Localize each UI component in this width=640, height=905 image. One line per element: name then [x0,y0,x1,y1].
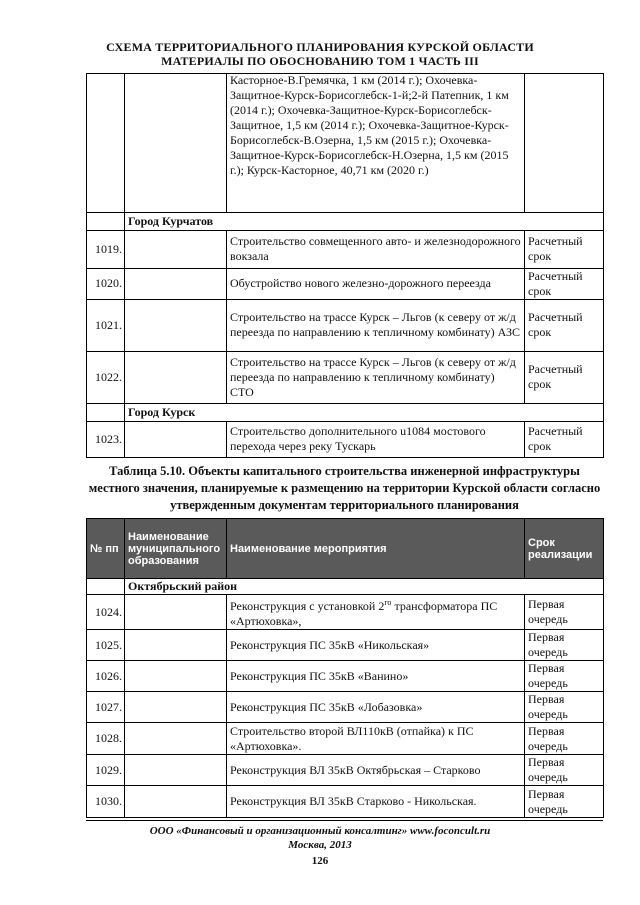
measure-cell: Строительство совмещенного авто- и железнодорожного вокзала [227,230,525,268]
col-header-municipality: Наименование муниципального образования [125,519,227,579]
row-number: 1022. [87,351,125,403]
section-title: Город Курск [125,403,604,421]
page-header [0,40,640,68]
row-number: 1025. [87,630,125,661]
page-footer [0,824,640,852]
row-number: 1021. [87,299,125,351]
term-cell: Расчетный срок [525,230,604,268]
measure-cell: Обустройство нового железно-дорожного переезда [227,268,525,299]
measure-cell: Строительство второй ВЛ110кВ (отпайка) к ПС «Артюховка». [227,723,525,755]
measure-cell: Касторное-В.Гремячка, 1 км (2014 г.); Охочевка-Защитное-Курск-Борисоглебск-1-й;2-й Патепник, 1 км (2014 г.); Охочевка-Защитное-Курск-Борисоглебск-Защитное, 1,5 км (2014 г.); Охочевка-Защитное-Курск-Борисоглебск-В.Озерна, 1,5 км (2015 г.); Охочевка-Защитное-Курск-Борисоглебск-Н.Озерна, 1,5 км (2015 г.); Курск-Касторное, 40,71 км (2020 г.) [227,73,525,212]
table-row [87,351,604,403]
section-row [87,212,604,230]
table-row [87,299,604,351]
footer-city-year: Москва, 2013 [288,839,352,851]
measure-cell: Реконструкция ПС 35кВ «Ванино» [227,661,525,692]
page-number: 126 [311,855,329,867]
measure-cell: Реконструкция ВЛ 35кВ Октябрьская – Старково [227,755,525,786]
infrastructure-table [86,518,604,818]
table-header-row [87,519,604,579]
col-header-number: № пп [87,519,125,579]
row-number: 1023. [87,421,125,457]
table-row [87,755,604,786]
table-row [87,268,604,299]
measure-cell: Строительство на трассе Курск – Льгов (к северу от ж/д переезда по направлению к тепличному комбинату) СТО [227,351,525,403]
table-row [87,692,604,723]
term-cell: Первая очередь [525,630,604,661]
footer-company: ООО «Финансовый и организационный консалтинг» www.foconcult.ru [149,825,491,837]
footer-rule [86,820,603,821]
measure-cell: Реконструкция ВЛ 35кВ Старково - Никольская. [227,786,525,818]
table-row [87,230,604,268]
row-number: 1027. [87,692,125,723]
table-row [87,630,604,661]
term-cell: Расчетный срок [525,421,604,457]
term-cell: Расчетный срок [525,351,604,403]
measure-cell: Строительство дополнительного u1084 мостового перехода через реку Тускарь [227,421,525,457]
term-cell: Расчетный срок [525,268,604,299]
section-row [87,579,604,595]
row-number: 1029. [87,755,125,786]
table-row [87,421,604,457]
row-number: 1020. [87,268,125,299]
section-row [87,403,604,421]
term-cell: Первая очередь [525,661,604,692]
measure-cell: Реконструкция ПС 35кВ «Никольская» [227,630,525,661]
row-number: 1024. [87,595,125,630]
table-row [87,595,604,630]
table-row [87,661,604,692]
measure-cell: Реконструкция с установкой $2^{го}$ трансформатора ПС «Артюховка», [227,595,525,630]
col-header-term: Срок реализации [525,519,604,579]
header-title: СХЕМА ТЕРРИТОРИАЛЬНОГО ПЛАНИРОВАНИЯ КУРСКОЙ ОБЛАСТИ [106,40,534,54]
projects-table-continued [86,73,604,458]
section-title: Октябрьский район [125,579,604,595]
table-row [87,723,604,755]
header-subtitle: МАТЕРИАЛЫ ПО ОБОСНОВАНИЮ ТОМ 1 ЧАСТЬ III [161,54,479,68]
term-cell: Первая очередь [525,692,604,723]
table-row [87,786,604,818]
term-cell: Первая очередь [525,755,604,786]
term-cell: Первая очередь [525,595,604,630]
term-cell: Первая очередь [525,786,604,818]
table-row [87,73,604,212]
measure-cell: Реконструкция ПС 35кВ «Лобазовка» [227,692,525,723]
row-number: 1030. [87,786,125,818]
col-header-measure: Наименование мероприятия [227,519,525,579]
row-number: 1019. [87,230,125,268]
row-number: 1026. [87,661,125,692]
section-title: Город Курчатов [125,212,604,230]
term-cell: Первая очередь [525,723,604,755]
measure-cell: Строительство на трассе Курск – Льгов (к северу от ж/д переезда по направлению к тепличному комбинату) АЗС [227,299,525,351]
row-number: 1028. [87,723,125,755]
term-cell: Расчетный срок [525,299,604,351]
table-caption: Таблица 5.10. Объекты капитального строительства инженерной инфраструктуры местного значения, планируемые к размещению на территории Курской области согласно утвержденным документам территориального планирования [88,464,601,512]
